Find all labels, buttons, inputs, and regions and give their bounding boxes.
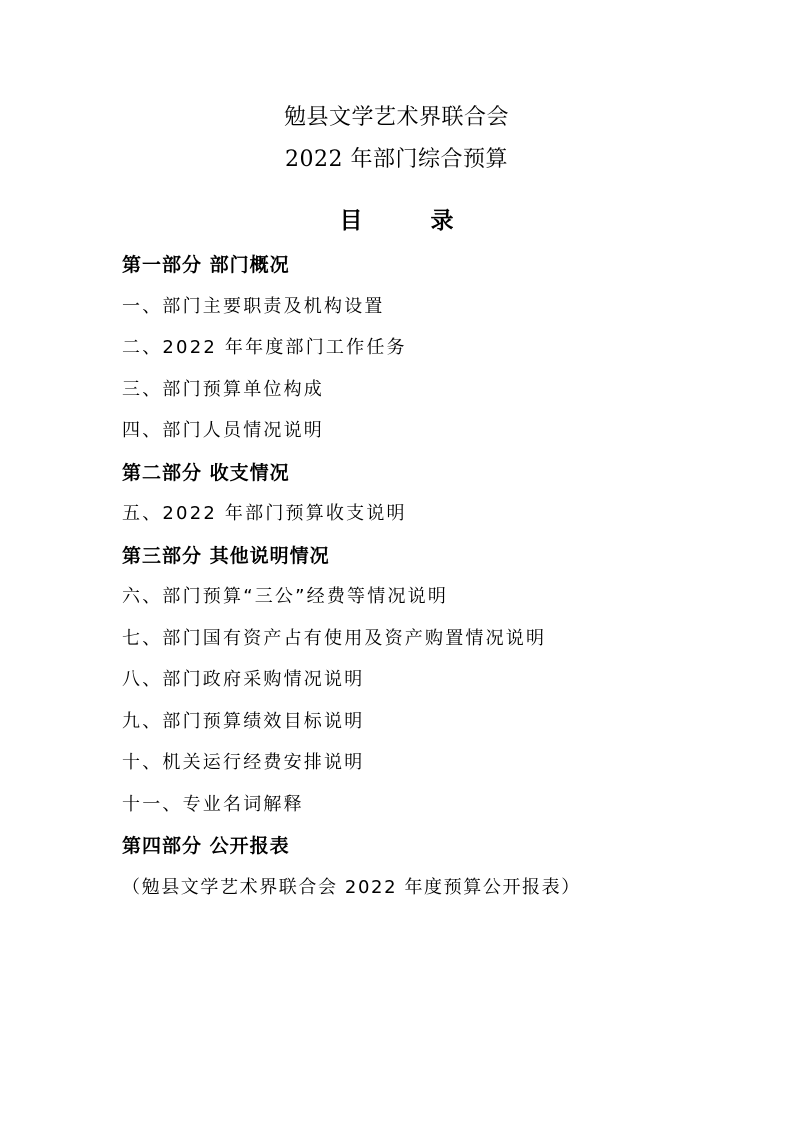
toc-item: 十、机关运行经费安排说明 [122, 752, 365, 773]
toc-item: 八、部门政府采购情况说明 [122, 669, 365, 690]
toc-item: 六、部门预算“三公”经费等情况说明 [122, 586, 449, 607]
toc-item: 十一、专业名词解释 [122, 793, 304, 815]
toc-item: 三、部门预算单位构成 [122, 378, 324, 400]
toc-part-heading: 第四部分 公开报表 [122, 835, 290, 857]
toc-item: 四、部门人员情况说明 [122, 420, 324, 441]
document-title: 勉县文学艺术界联合会 [283, 105, 509, 130]
document-subtitle: 2022 年部门综合预算 [285, 147, 508, 172]
toc-item: 九、部门预算绩效目标说明 [122, 710, 365, 732]
toc-note: （勉县文学艺术界联合会 2022 年度预算公开报表） [122, 876, 581, 898]
toc-item: 一、部门主要职责及机构设置 [122, 295, 385, 317]
toc-item: 五、2022 年部门预算收支说明 [122, 503, 407, 524]
toc-item: 二、2022 年年度部门工作任务 [122, 337, 407, 358]
toc-part-heading: 第二部分 收支情况 [122, 461, 290, 484]
toc-item: 七、部门国有资产占有使用及资产购置情况说明 [122, 627, 547, 649]
table-of-contents [122, 250, 762, 914]
toc-part-heading: 第三部分 其他说明情况 [122, 544, 330, 567]
toc-heading: 目 录 [339, 208, 484, 234]
toc-part-heading: 第一部分 部门概况 [122, 254, 290, 276]
